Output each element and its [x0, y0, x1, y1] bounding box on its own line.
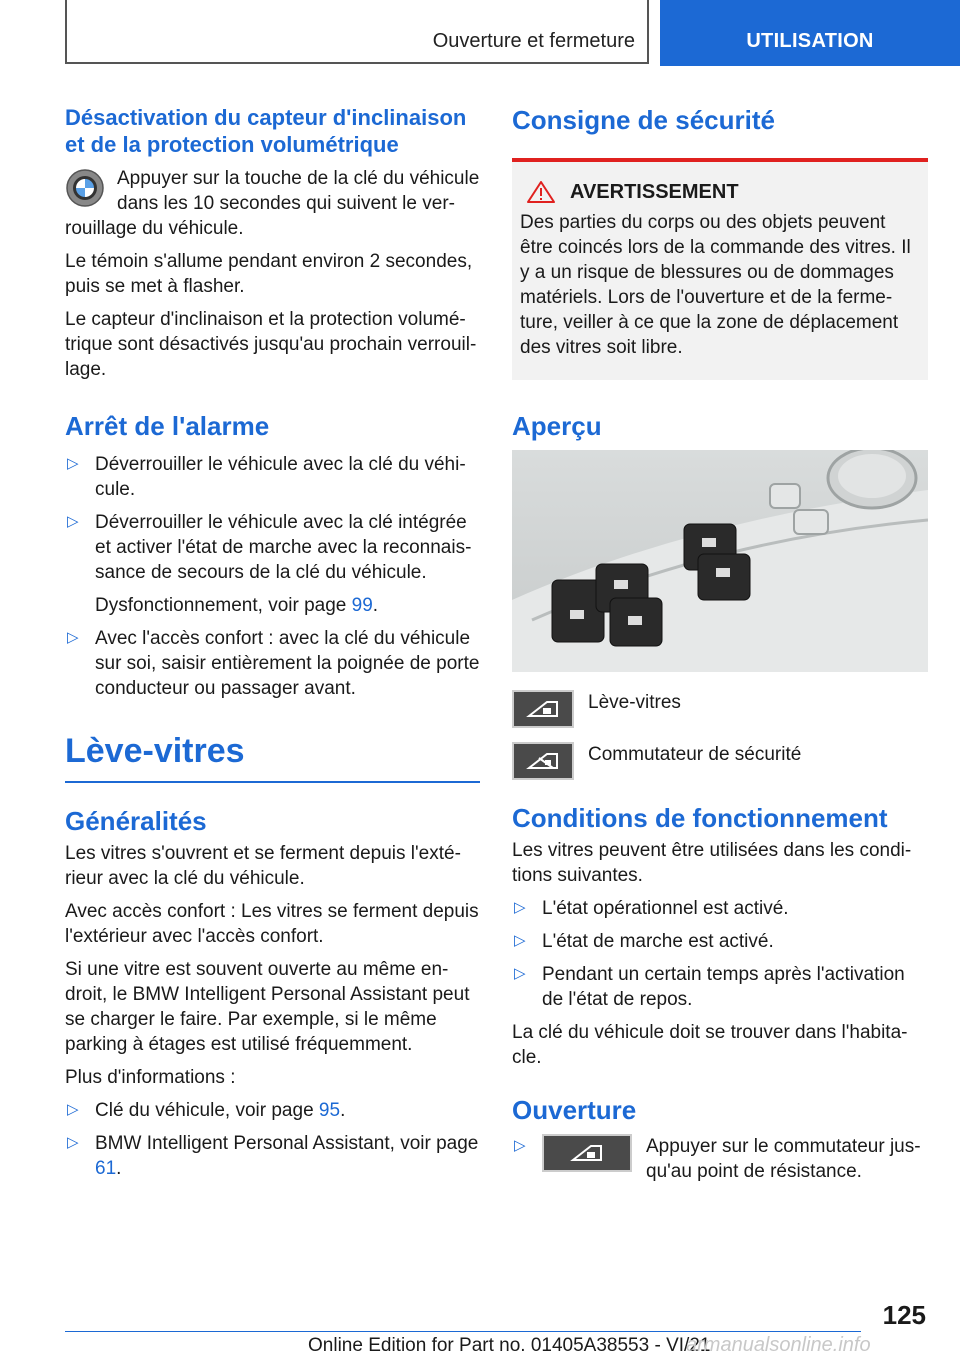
opening-step-text: Appuyer sur le commutateur jusqu'au point de résistance.	[646, 1136, 921, 1182]
list-item	[512, 1134, 928, 1184]
heading-overview: Aperçu	[512, 411, 602, 441]
header-chapter-tab	[660, 0, 960, 66]
triangle-bullet-icon: ▷	[67, 1134, 79, 1151]
window-switch-icon	[542, 1134, 632, 1172]
triangle-bullet-icon: ▷	[514, 1137, 526, 1154]
opening-step	[542, 1134, 928, 1184]
triangle-bullet-icon: ▷	[67, 513, 79, 530]
list-item: ▷ BMW Intelligent Personal Assistant, voir page 61.	[65, 1131, 480, 1181]
safety-switch-icon	[512, 742, 574, 780]
bmw-key-icon	[65, 168, 105, 208]
list-item: ▷ Avec l'accès confort : avec la clé du véhicule sur soi, saisir entièrement la poignée de porte conducteur ou passager avant.	[65, 626, 480, 701]
list-item: ▷ L'état de marche est activé.	[512, 929, 928, 954]
heading-opening: Ouverture	[512, 1095, 637, 1125]
header-section-title: Ouverture et fermeture	[432, 30, 635, 52]
paragraph-general-2: Avec accès confort : Les vitres se ferment depuis l'extérieur avec l'accès confort.	[65, 901, 479, 947]
triangle-bullet-icon: ▷	[67, 455, 79, 472]
page-link-99[interactable]: 99	[351, 595, 373, 616]
triangle-bullet-icon: ▷	[514, 965, 526, 982]
edition-line: Online Edition for Part no. 01405A38553 - VI/21	[308, 1335, 711, 1356]
alarm-reference: Dysfonctionnement, voir page 99.	[95, 595, 379, 616]
symbol-row-safety-switch	[512, 742, 928, 780]
triangle-bullet-icon: ▷	[67, 629, 79, 646]
conditions-list	[512, 896, 928, 1012]
page-link-61[interactable]: 61	[95, 1158, 117, 1179]
heading-deactivation: Désactivation du capteur d'inclinaison et de la protection volumétrique	[65, 105, 467, 157]
warning-box	[512, 162, 928, 380]
heading-general: Généralités	[65, 806, 207, 836]
watermark: armanualsonline.info	[686, 1334, 871, 1356]
paragraph-deactivation-1	[65, 166, 480, 241]
warning-title: AVERTISSEMENT	[520, 180, 920, 204]
warning-triangle-icon	[526, 180, 556, 204]
page-link-95[interactable]: 95	[318, 1100, 341, 1121]
paragraph-general-1: Les vitres s'ouvrent et se ferment depuis l'extérieur avec la clé du véhicule.	[65, 843, 461, 889]
left-column	[65, 104, 480, 1189]
heading-rule	[65, 781, 480, 783]
window-switch-photo	[512, 450, 928, 672]
alarm-list	[65, 452, 480, 701]
paragraph-general-4: Plus d'informations :	[65, 1067, 236, 1088]
paragraph-deactivation-3: Le capteur d'inclinaison et la protection volumétrique sont désactivés jusqu'au prochain verrouillage.	[65, 309, 477, 380]
heading-safety: Consigne de sécurité	[512, 105, 775, 135]
list-item: ▷ Déverrouiller le véhicule avec la clé du véhicule.	[65, 452, 480, 502]
triangle-bullet-icon: ▷	[514, 899, 526, 916]
symbol-label-window-lifter: Lève-vitres	[588, 692, 681, 713]
triangle-bullet-icon: ▷	[514, 932, 526, 949]
heading-conditions: Conditions de fonctionnement	[512, 803, 888, 833]
window-switch-icon	[512, 690, 574, 728]
warning-text: Des parties du corps ou des objets peuvent être coincés lors de la commande des vitres. Il y a un risque de blessures ou de dommages matériels. Lors de l'ouverture et de la fermeture, veiller à ce que la zone de déplacement des vitres soit libre.	[520, 212, 911, 358]
symbol-row-window-lifter	[512, 690, 928, 728]
page-number: 125	[882, 1300, 926, 1330]
list-item: ▷ Pendant un certain temps après l'activation de l'état de repos.	[512, 962, 928, 1012]
footer-rule	[65, 1331, 861, 1332]
info-list	[65, 1098, 480, 1181]
heading-window-lifters: Lève-vitres	[65, 732, 245, 770]
list-item: ▷ Clé du véhicule, voir page 95.	[65, 1098, 480, 1123]
paragraph-key-location: La clé du véhicule doit se trouver dans l'habitacle.	[512, 1022, 908, 1068]
opening-list	[512, 1134, 928, 1184]
right-column	[512, 104, 928, 1192]
paragraph-general-3: Si une vitre est souvent ouverte au même endroit, le BMW Intelligent Personal Assistant peut se charger le faire. Par exemple, si le même parking à étages est utilisé fréquemment.	[65, 959, 470, 1055]
list-item: ▷ L'état opérationnel est activé.	[512, 896, 928, 921]
list-item: ▷ Déverrouiller le véhicule avec la clé intégrée et activer l'état de marche avec la reconnaissance de secours de la clé du véhicule. Dysfonctionnement, voir page 99.	[65, 510, 480, 618]
header-chapter-label: UTILISATION	[746, 30, 874, 52]
paragraph-conditions: Les vitres peuvent être utilisées dans les conditions suivantes.	[512, 840, 912, 886]
heading-alarm-stop: Arrêt de l'alarme	[65, 411, 270, 441]
deactivation-text-1: Appuyer sur la touche de la clé du véhicule dans les 10 secondes qui suivent le verrouillage du véhicule.	[65, 168, 480, 239]
triangle-bullet-icon: ▷	[67, 1101, 79, 1118]
paragraph-deactivation-2: Le témoin s'allume pendant environ 2 secondes, puis se met à flasher.	[65, 251, 473, 297]
symbol-label-safety-switch: Commutateur de sécurité	[588, 744, 802, 765]
